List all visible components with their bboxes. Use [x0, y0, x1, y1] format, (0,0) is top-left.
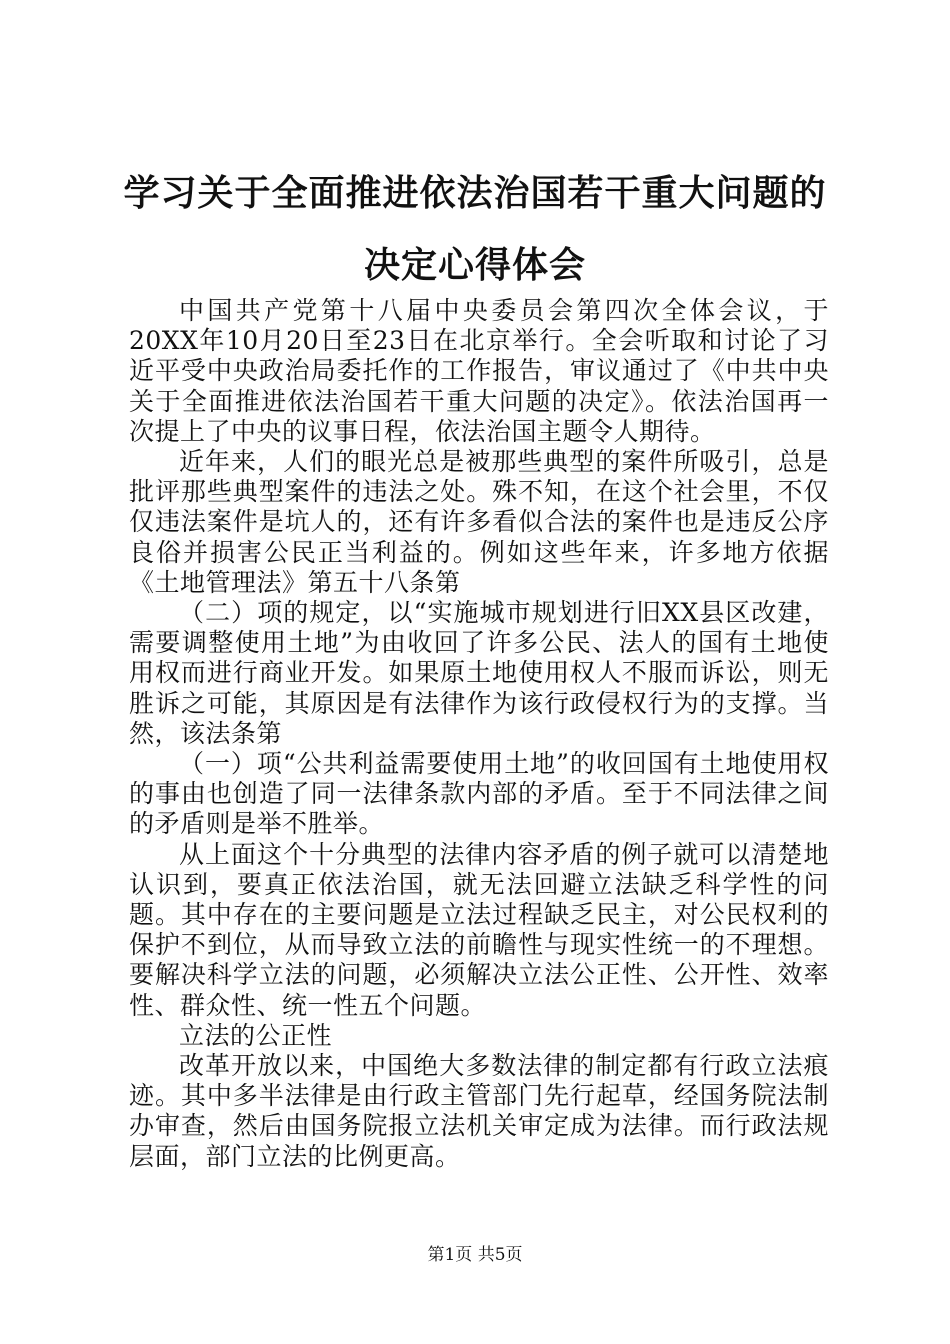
page-number: 第1页 共5页 — [427, 1245, 523, 1265]
document-body — [129, 296, 829, 1172]
paragraph: 改革开放以来，中国绝大多数法律的制定都有行政立法痕迹。其中多半法律是由行政主管部门先行起草，经国务院法制办审查，然后由国务院报立法机关审定成为法律。而行政法规层面，部门立法的比例更高。 — [129, 1051, 829, 1171]
paragraph: （一）项“公共利益需要使用土地”的收回国有土地使用权的事由也创造了同一法律条款内部的矛盾。至于不同法律之间的矛盾则是举不胜举。 — [129, 749, 829, 839]
paragraph: 近年来，人们的眼光总是被那些典型的案件所吸引，总是批评那些典型案件的违法之处。殊不知，在这个社会里，不仅仅违法案件是坑人的，还有许多看似合法的案件也是违反公序良俗并损害公民正当利益的。例如这些年来，许多地方依据《土地管理法》第五十八条第 — [129, 447, 829, 597]
document-title: 学习关于全面推进依法治国若干重大问题的决定心得体会 — [123, 173, 827, 286]
paragraph: （二）项的规定，以“实施城市规划进行旧XX县区改建，需要调整使用土地”为由收回了许多公民、法人的国有土地使用权而进行商业开发。如果原土地使用权人不服而诉讼，则无胜诉之可能，其原因是有法律作为该行政侵权行为的支撑。当然，该法条第 — [129, 598, 829, 748]
paragraph: 中国共产党第十八届中央委员会第四次全体会议，于20XX年10月20日至23日在北京举行。全会听取和讨论了习近平受中央政治局委托作的工作报告，审议通过了《中共中央关于全面推进依法治国若干重大问题的决定》。依法治国再一次提上了中央的议事日程，依法治国主题令人期待。 — [129, 296, 829, 446]
section-heading: 立法的公正性 — [179, 1020, 333, 1050]
paragraph: 从上面这个十分典型的法律内容矛盾的例子就可以清楚地认识到，要真正依法治国，就无法回避立法缺乏科学性的问题。其中存在的主要问题是立法过程缺乏民主，对公民权利的保护不到位，从而导致立法的前瞻性与现实性统一的不理想。要解决科学立法的问题，必须解决立法公正性、公开性、效率性、群众性、统一性五个问题。 — [129, 839, 829, 1020]
